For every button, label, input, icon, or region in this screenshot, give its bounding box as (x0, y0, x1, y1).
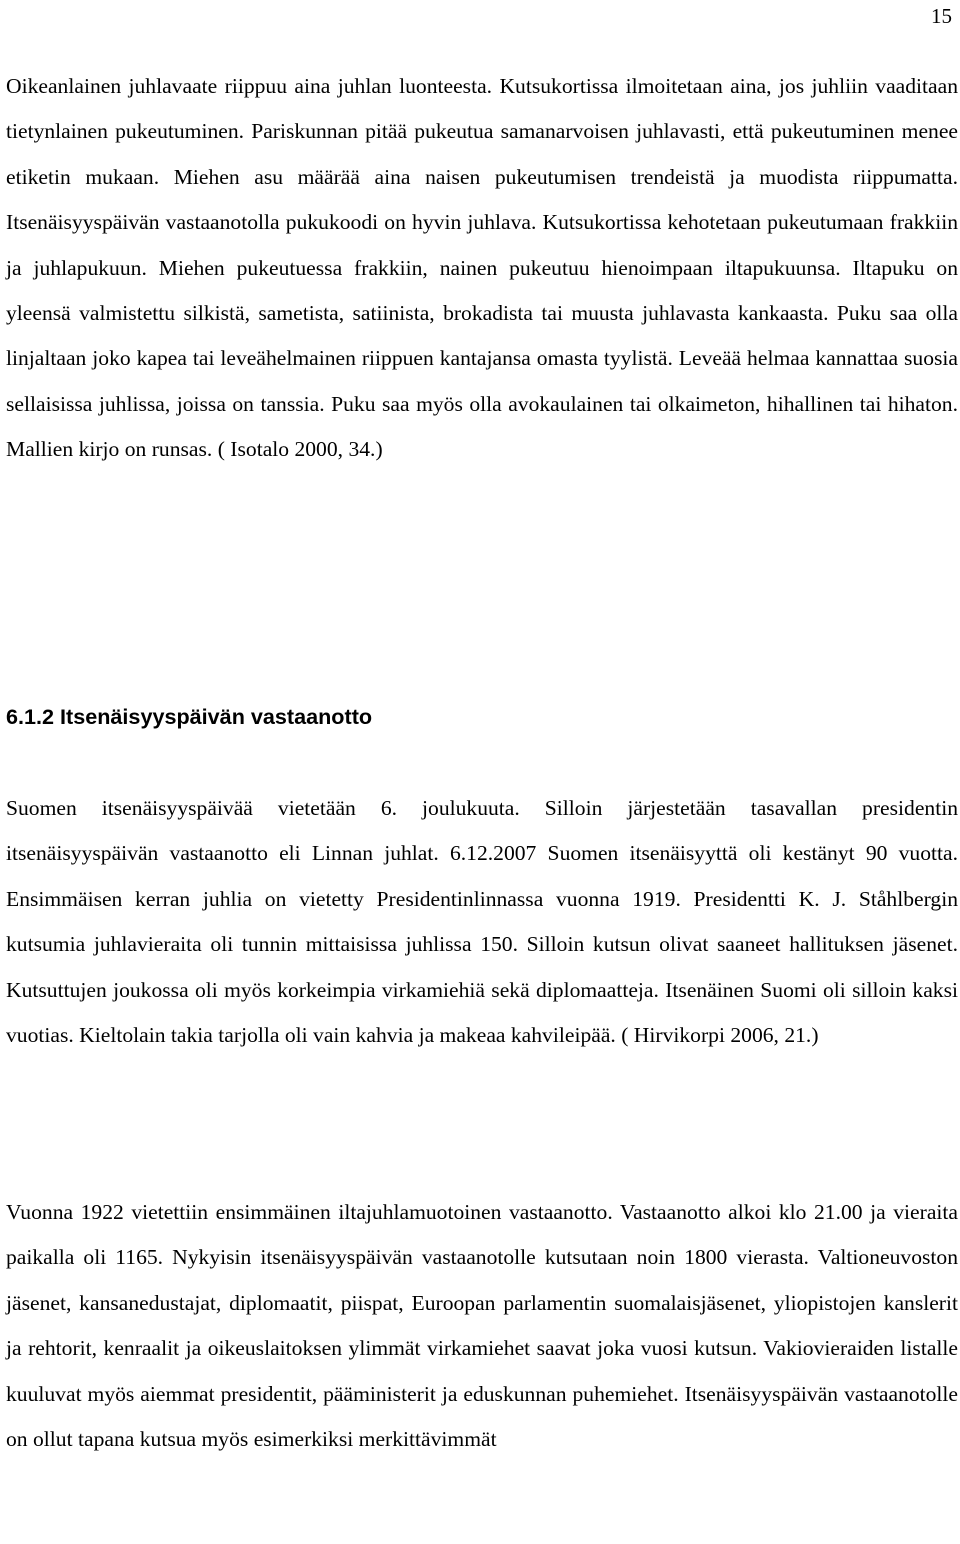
body-paragraph: Suomen itsenäisyyspäivää vietetään 6. joulukuuta. Silloin järjestetään tasavallan presidentin itsenäisyyspäivän vastaanotto eli Linnan juhlat. 6.12.2007 Suomen itsenäisyyttä oli kestänyt 90 vuotta. Ensimmäisen kerran juhlia on vietetty Presidentinlinnassa vuonna 1919. Presidentti K. J. Ståhlbergin kutsumia juhlavieraita oli tunnin mittaisissa juhlissa 150. Silloin kutsun olivat saaneet hallituksen jäsenet. Kutsuttujen joukossa oli myös korkeimpia virkamiehiä sekä diplomaatteja. Itsenäinen Suomi oli silloin kaksi vuotias. Kieltolain takia tarjolla oli vain kahvia ja makeaa kahvileipää. ( Hirvikorpi 2006, 21.) (6, 796, 958, 1048)
section-heading: 6.1.2 Itsenäisyyspäivän vastaanotto (6, 704, 373, 729)
body-paragraph: Oikeanlainen juhlavaate riippuu aina juhlan luonteesta. Kutsukortissa ilmoitetaan aina, jos juhliin vaaditaan tietynlainen pukeutuminen. Pariskunnan pitää pukeutua samanarvoisen juhlavasti, että pukeutuminen menee etiketin mukaan. Miehen asu määrää aina naisen pukeutumisen trendeistä ja muodista riippumatta. Itsenäisyyspäivän vastaanotolla pukukoodi on hyvin juhlava. Kutsukortissa kehotetaan pukeutumaan frakkiin ja juhlapukuun. Miehen pukeutuessa frakkiin, nainen pukeutuu hienoimpaan iltapukuunsa. Iltapuku on yleensä valmistettu silkistä, sametista, satiinista, brokadista tai muusta juhlavasta kankaasta. Puku saa olla linjaltaan joko kapea tai leveähelmainen riippuen kantajansa omasta tyylistä. Leveää helmaa kannattaa suosia sellaisissa juhlissa, joissa on tanssia. Puku saa myös olla avokaulainen tai olkaimeton, hihallinen tai hihaton. Mallien kirjo on runsas. ( Isotalo 2000, 34.) (6, 74, 958, 462)
body-paragraph-continued: Vuonna 1922 vietettiin ensimmäinen iltajuhlamuotoinen vastaanotto. Vastaanotto alkoi klo 21.00 ja vieraita paikalla oli 1165. Nykyisin itsenäisyyspäivän vastaanotolle kutsutaan noin 1800 vierasta. Valtioneuvoston jäsenet, kansanedustajat, diplomaatit, piispat, Euroopan parlamentin suomalaisjäsenet, yliopistojen kanslerit ja rehtorit, kenraalit ja oikeuslaitoksen ylimmät virkamiehet saavat joka vuosi kutsun. Vakiovieraiden listalle kuuluvat myös aiemmat presidentit, pääministerit ja eduskunnan puhemiehet. Itsenäisyyspäivän vastaanotolle on ollut tapana kutsua myös esimerkiksi merkittävimmät (6, 1200, 958, 1452)
page-number: 15 (931, 4, 952, 28)
